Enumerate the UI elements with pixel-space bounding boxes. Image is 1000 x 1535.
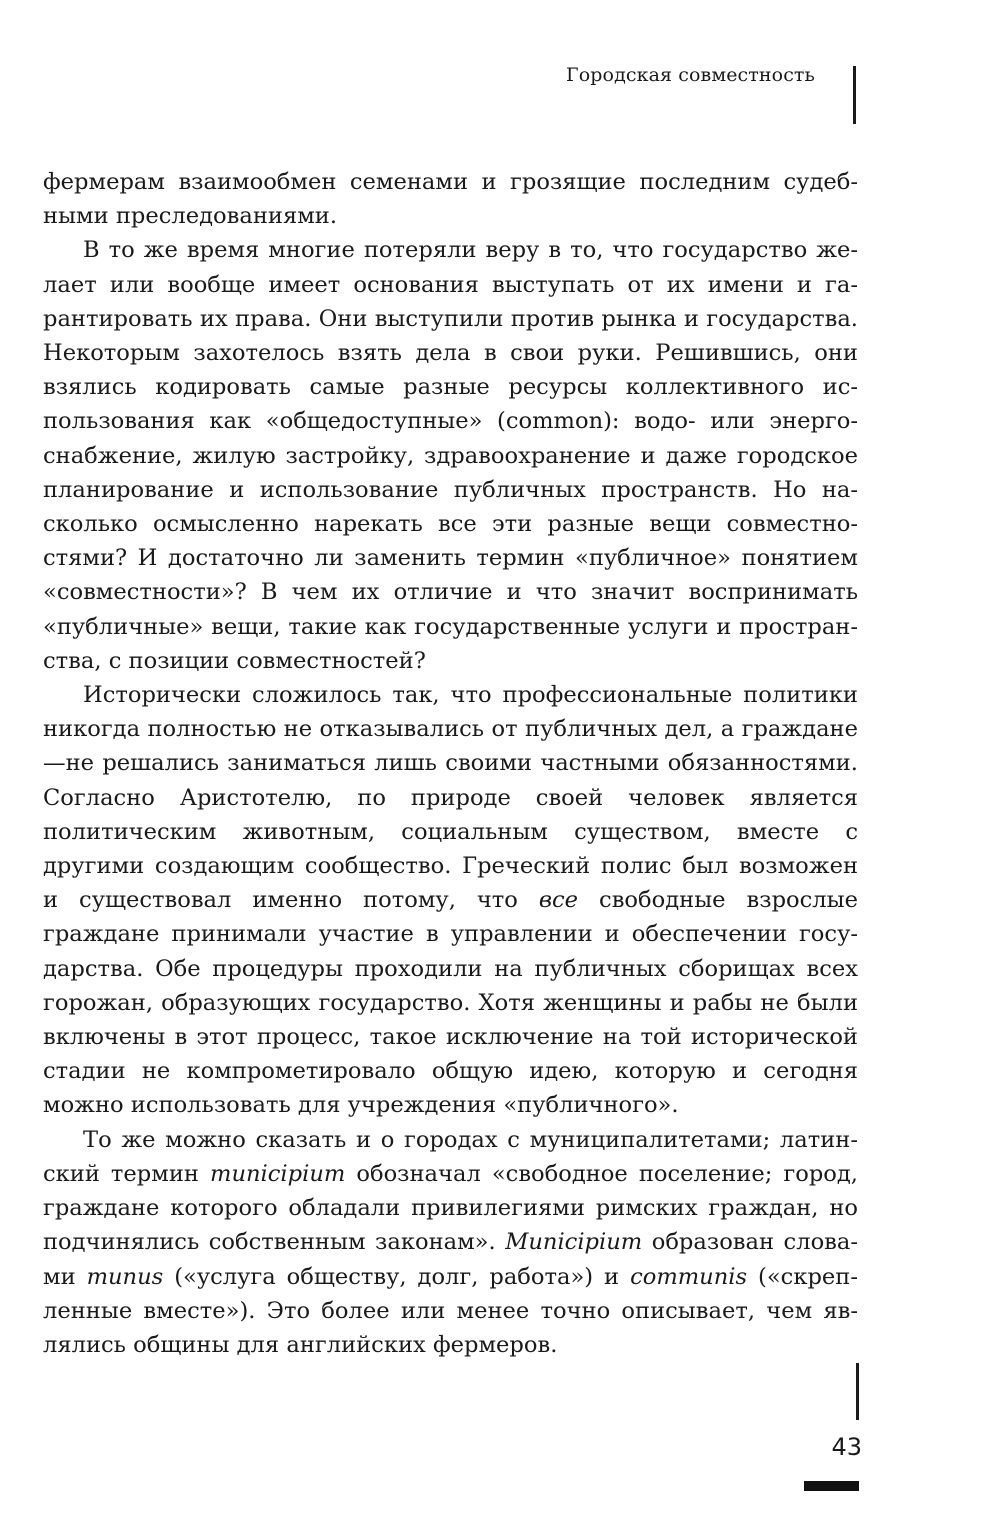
paragraph-1: фермерам взаимообмен семенами и грозящие последним судебными преследованиями. (43, 169, 858, 230)
paragraph-4-italic-municipium-2: Municipium (505, 1229, 643, 1256)
paragraph-4-italic-communis: communis (630, 1263, 748, 1290)
page-body (43, 165, 858, 1362)
paragraph-2: В то же время многие потеряли веру в то, что государство желает или вообще имеет основания выступать от их имени и гарантировать их права. Они выступили против рынка и государства. Некоторым захотелось взять дела в свои руки. Решившись, они взялись кодировать самые разные ресурсы коллективного использования как «общедоступные» (common): водо- или энергоснабжение, жилую застройку, здравоохранение и даже городское планирование и использование публичных пространств. Но насколько осмысленно нарекать все эти разные вещи совместностями? И достаточно ли заменить термин «публичное» понятием «совместности»? В чем их отличие и что значит воспринимать «публичные» вещи, такие как государственные услуги и пространства, с позиции совместностей? (43, 237, 858, 674)
header-vertical-rule (853, 66, 856, 124)
page-number: 43 (831, 1433, 862, 1461)
paragraph-4-text-d: («услуга обществу, долг, работа») и (163, 1263, 631, 1290)
paragraph-3-italic: все (538, 887, 579, 914)
footer-marker-bar (804, 1481, 859, 1491)
paragraph-4 (43, 1123, 858, 1362)
paragraph-4-text-e: («скрепленные вместе»). Это более или менее точно описывает, чем являлись общины для английских фермеров. (43, 1263, 858, 1358)
footer-vertical-rule (856, 1363, 859, 1420)
running-header-title: Городская совместность (566, 64, 815, 86)
paragraph-4-italic-munus: munus (86, 1263, 164, 1290)
paragraph-3-text-b: свободные взрослые граждане принимали участие в управлении и обеспечении государства. Обе процедуры проходили на публичных сборищах всех горожан, образующих государство. Хотя женщины и рабы не были включены в этот процесс, такое исключение на той исторической стадии не компрометировало общую идею, которую и сегодня можно использовать для учреждения «публичного». (43, 887, 858, 1119)
paragraph-4-text-c: образован словами (43, 1229, 858, 1290)
paragraph-3-text-a: Исторически сложилось так, что профессиональные политики никогда полностью не отказывались от публичных дел, а граждане—не решались заниматься лишь своими частными обязанностями. Согласно Аристотелю, по природе своей человек является политическим животным, социальным существом, вместе с другими создающим сообщество. Греческий полис был возможен и существовал именно потому, что (43, 682, 858, 914)
paragraph-4-italic-municipium-1: municipium (210, 1160, 346, 1187)
paragraph-4-text-b: обозначал «свободное поселение; город, граждане которого обладали привилегиями римских граждан, но подчинялись собственным законам». (43, 1160, 858, 1256)
paragraph-4-text-a: То же можно сказать и о городах с муниципалитетами; латинский термин (43, 1126, 858, 1187)
paragraph-3 (43, 678, 858, 1123)
